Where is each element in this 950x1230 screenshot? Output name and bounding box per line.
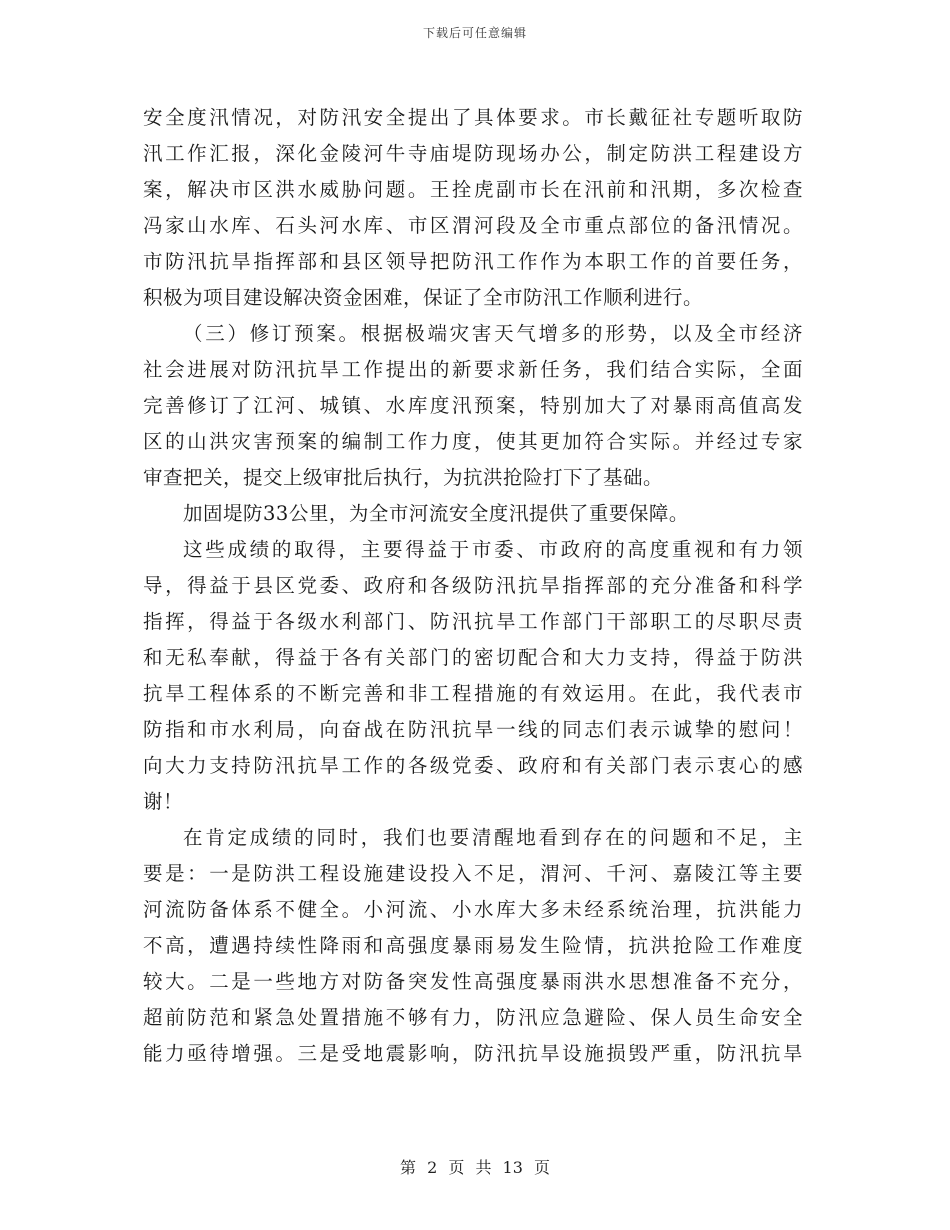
text-line: 河流防备体系不健全。小河流、小水库大多未经系统治理，抗洪能力 [143,898,803,921]
text-line: 谢！ [143,790,184,813]
text-line: 案，解决市区洪水威胁问题。王拴虎副市长在汛前和汛期，多次检查 [143,178,803,201]
text-line: 防指和市水利局，向奋战在防汛抗旱一线的同志们表示诚挚的慰问！ [143,718,803,741]
text-line: 导，得益于县区党委、政府和各级防汛抗旱指挥部的充分准备和科学 [143,574,803,597]
page-number: 第 2 页 共 13 页 [400,1158,550,1177]
text-line: 较大。二是一些地方对防备突发性高强度暴雨洪水思想准备不充分， [143,970,803,993]
page-header: 下载后可任意编辑 [422,26,527,40]
document-body [143,100,803,1072]
text-line: 市防汛抗旱指挥部和县区领导把防汛工作作为本职工作的首要任务， [143,250,803,273]
text-line: 社会进展对防汛抗旱工作提出的新要求新任务，我们结合实际，全面 [143,358,803,381]
text-line: 冯家山水库、石头河水库、市区渭河段及全市重点部位的备汛情况。 [143,214,803,237]
text-line: 加固堤防33公里，为全市河流安全度汛提供了重要保障。 [183,502,689,525]
text-line: 指挥，得益于各级水利部门、防汛抗旱工作部门干部职工的尽职尽责 [143,610,803,633]
text-line: 安全度汛情况，对防汛安全提出了具体要求。市长戴征社专题听取防 [143,106,803,129]
text-line: 要是：一是防洪工程设施建设投入不足，渭河、千河、嘉陵江等主要 [143,862,803,885]
text-line: 汛工作汇报，深化金陵河牛寺庙堤防现场办公，制定防洪工程建设方 [143,142,803,165]
text-line: 区的山洪灾害预案的编制工作力度，使其更加符合实际。并经过专家 [143,430,803,453]
text-line: 向大力支持防汛抗旱工作的各级党委、政府和有关部门表示衷心的感 [143,754,803,777]
text-line: 抗旱工程体系的不断完善和非工程措施的有效运用。在此，我代表市 [143,682,803,705]
text-line: 超前防范和紧急处置措施不够有力，防汛应急避险、保人员生命安全 [143,1006,803,1029]
text-line: 积极为项目建设解决资金困难，保证了全市防汛工作顺利进行。 [143,286,704,309]
text-line: 能力亟待增强。三是受地震影响，防汛抗旱设施损毁严重，防汛抗旱 [143,1042,803,1065]
text-line: 在肯定成绩的同时，我们也要清醒地看到存在的问题和不足，主 [183,826,803,849]
text-line: 完善修订了江河、城镇、水库度汛预案，特别加大了对暴雨高值高发 [143,394,803,417]
text-line: 和无私奉献，得益于各有关部门的密切配合和大力支持，得益于防洪 [143,646,803,669]
text-line: 不高，遭遇持续性降雨和高强度暴雨易发生险情，抗洪抢险工作难度 [143,934,803,957]
text-line: 审查把关，提交上级审批后执行，为抗洪抢险打下了基础。 [143,466,664,489]
text-line: 这些成绩的取得，主要得益于市委、市政府的高度重视和有力领 [183,538,803,561]
text-line: （三）修订预案。根据极端灾害天气增多的形势，以及全市经济 [183,322,803,345]
